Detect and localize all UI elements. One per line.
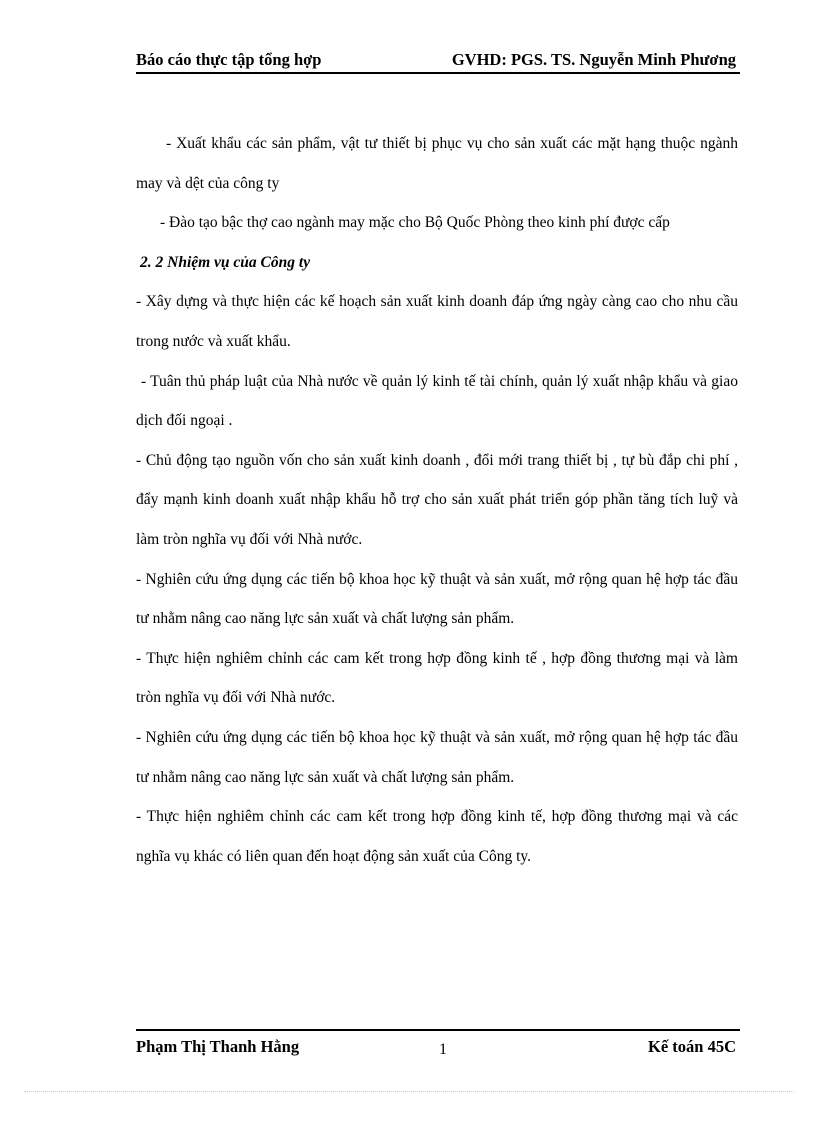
duty-item: - Nghiên cứu ứng dụng các tiến bộ khoa học kỹ thuật và sản xuất, mở rộng quan hệ hợp tác đầu tư nhằm nâng cao năng lực sản xuất và chất lượng sản phẩm. [136, 570, 738, 628]
department-class: Kế toán 45C [648, 1037, 736, 1056]
paragraph-export: - Xuất khẩu các sản phẩm, vật tư thiết bị phục vụ cho sản xuất các mặt hạng thuộc ngành may và dệt của công ty [136, 135, 738, 192]
page-footer [136, 1029, 740, 1067]
duty-item: - Xây dựng và thực hiện các kế hoạch sản xuất kinh doanh đáp ứng ngày càng cao cho nhu cầu trong nước và xuất khẩu. [136, 293, 738, 350]
page-number: 1 [439, 1041, 447, 1058]
page-bottom-divider [24, 1091, 794, 1092]
duty-item: - Nghiên cứu ứng dụng các tiến bộ khoa học kỹ thuật và sản xuất, mở rộng quan hệ hợp tác đầu tư nhằm nâng cao năng lực sản xuất và chất lượng sản phẩm. [136, 728, 738, 786]
duty-item: - Tuân thủ pháp luật của Nhà nước về quản lý kinh tế tài chính, quản lý xuất nhập khẩu và giao dịch đối ngoại . [136, 372, 738, 430]
duty-item: - Thực hiện nghiêm chỉnh các cam kết trong hợp đồng kinh tế, hợp đồng thương mại và các nghĩa vụ khác có liên quan đến hoạt động sản xuất của Công ty. [136, 808, 738, 865]
document-body [136, 124, 738, 876]
section-heading: 2. 2 Nhiệm vụ của Công ty [140, 253, 311, 271]
report-title: Báo cáo thực tập tổng hợp [136, 50, 322, 69]
duty-item: - Thực hiện nghiêm chỉnh các cam kết trong hợp đồng kinh tế , hợp đồng thương mại và làm tròn nghĩa vụ đối với Nhà nước. [136, 649, 738, 707]
duty-item: - Chủ động tạo nguồn vốn cho sản xuất kinh doanh , đổi mới trang thiết bị , tự bù đắp chi phí , đẩy mạnh kinh doanh xuất nhập khẩu hỗ trợ cho sản xuất phát triển góp phần tăng tích luỹ và làm tròn nghĩa vụ đối với Nhà nước. [136, 451, 738, 548]
page-header [136, 48, 740, 74]
supervisor-name: GVHD: PGS. TS. Nguyễn Minh Phương [451, 50, 736, 69]
paragraph-training: - Đào tạo bậc thợ cao ngành may mặc cho Bộ Quốc Phòng theo kinh phí được cấp [160, 214, 670, 232]
author-name: Phạm Thị Thanh Hằng [136, 1037, 300, 1056]
